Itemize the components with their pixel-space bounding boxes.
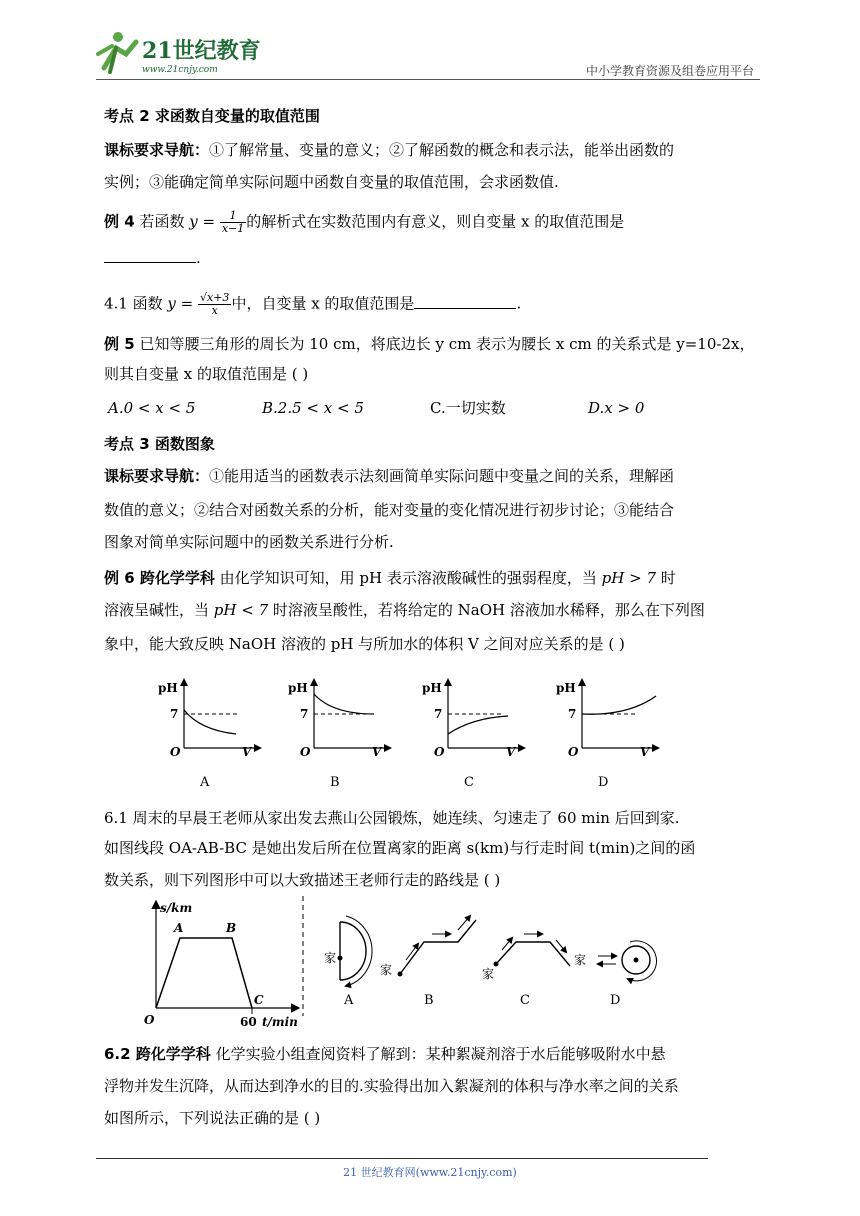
ph-x-arrow <box>384 744 392 752</box>
ex4-den: x−1 <box>221 222 245 235</box>
ex6-text: 溶液呈碱性，当 <box>104 601 214 619</box>
footer-text: 21 世纪教育网(www.21cnjy.com) <box>343 1166 517 1179</box>
route-diagrams <box>310 900 670 1010</box>
question4-1 <box>104 292 521 317</box>
example5-options <box>104 398 704 418</box>
home-label: 家 <box>482 967 495 981</box>
example4 <box>104 210 624 235</box>
example4-answer <box>104 248 201 268</box>
route-segments <box>156 938 252 1008</box>
q41-post: 中，自变量 x 的取值范围是 <box>231 294 415 313</box>
ex5-text: 已知等腰三角形的周长为 10 cm，将底边长 y cm 表示为腰长 x cm 的关系式是 y=10-2x， <box>134 335 755 353</box>
point-b: B <box>226 921 237 935</box>
ex6-text: 由化学知识可知，用 pH 表示溶液酸碱性的强弱程度，当 <box>214 569 602 587</box>
q41-fraction <box>198 292 231 317</box>
ph-curve <box>582 696 656 714</box>
route-d <box>574 941 657 1008</box>
ph-axis-label: pH <box>422 681 442 695</box>
answer-blank[interactable] <box>414 294 516 309</box>
ph-graph-c <box>422 678 526 790</box>
ph-origin: O <box>568 745 579 759</box>
origin-label: O <box>144 1013 155 1027</box>
ph-y-arrow <box>180 678 188 686</box>
route-a <box>324 916 372 1008</box>
req-label: 课标要求导航： <box>104 467 210 485</box>
q41-y: y = <box>167 294 198 313</box>
route-c-label: C <box>520 993 530 1008</box>
q41-den: x <box>211 304 218 317</box>
route-c <box>482 934 570 1008</box>
ex6-cond1: pH > 7 <box>601 569 656 587</box>
option-b[interactable]: B.2.5 < x < 5 <box>262 399 364 417</box>
v-axis-label: V <box>640 745 650 759</box>
question6-2-line2: 浮物并发生沉降，从而达到净水的目的.实验得出加入絮凝剂的体积与净水率之间的关系 <box>104 1077 679 1095</box>
ex4-num: 1 <box>220 210 246 223</box>
ph-graph-label: C <box>464 775 474 790</box>
point-a: A <box>174 921 184 935</box>
ph-origin: O <box>300 745 311 759</box>
example6-line3: 象中，能大致反映 NaOH 溶液的 pH 与所加水的体积 V 之间对应关系的是 ( ) <box>104 635 625 653</box>
ph-origin: O <box>434 745 445 759</box>
ex4-fraction <box>220 210 246 235</box>
site-logo <box>96 28 266 78</box>
t-axis-label: t/min <box>262 1015 298 1029</box>
question6-1-line2: 如图线段 OA-AB-BC 是她出发后所在位置离家的距离 s(km)与行走时间 t(min)之间的函 <box>104 839 696 857</box>
figure-separator <box>300 896 306 1016</box>
q41-end: . <box>516 294 522 313</box>
question6-1-line1: 6.1 周末的早晨王老师从家出发去燕山公园锻炼，她连续、匀速走了 60 min 后回到家. <box>104 809 680 827</box>
ph-ref-value: 7 <box>568 707 577 721</box>
logo-text: 21世纪教育 <box>142 38 261 64</box>
ph-axis-label: pH <box>288 681 308 695</box>
section2-title: 考点 2 求函数自变量的取值范围 <box>104 107 320 125</box>
x-end-label: 60 <box>240 1015 257 1029</box>
example6-line2 <box>104 600 705 620</box>
route-b <box>380 916 476 1008</box>
ph-graph-label: D <box>598 775 609 790</box>
ex4-y: y = <box>189 212 220 231</box>
option-a[interactable]: A.0 < x < 5 <box>108 399 196 417</box>
example5-line1 <box>104 334 754 354</box>
ph-graphs-figure <box>150 672 660 794</box>
ph-graph-b <box>288 678 392 790</box>
ex4-end: . <box>196 249 201 267</box>
ph-ref-value: 7 <box>434 707 443 721</box>
q41-num: √x+3 <box>200 291 230 304</box>
section2-req-line1 <box>104 140 674 160</box>
ex4-pre: 若函数 <box>134 212 190 231</box>
ph-y-arrow <box>444 678 452 686</box>
ex5-label: 例 5 <box>104 335 135 353</box>
section3-req-line3: 图象对简单实际问题中的函数关系进行分析. <box>104 533 394 551</box>
distance-time-graph <box>140 896 310 1032</box>
home-label: 家 <box>574 953 587 967</box>
answer-blank[interactable] <box>104 248 196 263</box>
question6-2-line3: 如图所示，下列说法正确的是 ( ) <box>104 1109 321 1127</box>
option-d[interactable]: D.x > 0 <box>588 399 645 417</box>
ph-graph-a <box>158 678 262 790</box>
ph-y-arrow <box>310 678 318 686</box>
ph-y-arrow <box>578 678 586 686</box>
section2-req-line2: 实例；③能确定简单实际问题中函数自变量的取值范围，会求函数值. <box>104 173 559 191</box>
ph-x-arrow <box>254 744 262 752</box>
ph-graph-label: A <box>200 775 210 790</box>
route-a-label: A <box>344 993 354 1008</box>
ph-origin: O <box>170 745 181 759</box>
ph-graph-label: B <box>330 775 340 790</box>
req-label: 课标要求导航： <box>104 141 210 159</box>
v-axis-label: V <box>242 745 252 759</box>
logo-url: www.21cnjy.com <box>142 65 218 75</box>
section3-req-line1 <box>104 466 674 486</box>
question6-2-line1 <box>104 1044 666 1064</box>
home-label: 家 <box>324 951 337 965</box>
header-right-text: 中小学教育资源及组卷应用平台 <box>585 64 754 78</box>
ph-curve <box>448 716 508 734</box>
ph-graph-d <box>556 678 660 790</box>
ex6-text: 时 <box>656 569 676 587</box>
ex4-label: 例 4 <box>104 212 135 231</box>
option-c[interactable]: C.一切实数 <box>430 399 506 417</box>
ph-axis-label: pH <box>158 681 178 695</box>
q41-pre: 4.1 函数 <box>104 294 168 313</box>
question6-1-line3: 数关系，则下列图形中可以大致描述王老师行走的路线是 ( ) <box>104 871 501 889</box>
section3-title: 考点 3 函数图象 <box>104 435 215 453</box>
runner-icon <box>98 32 136 72</box>
q62-text: 化学实验小组查阅资料了解到：某种絮凝剂溶于水后能够吸附水中悬 <box>210 1045 666 1063</box>
v-axis-label: V <box>372 745 382 759</box>
route-d-label: D <box>610 993 621 1008</box>
header-divider <box>96 79 760 80</box>
ex6-cond2: pH < 7 <box>213 601 269 619</box>
route-b-label: B <box>424 993 434 1008</box>
req-text: ①了解常量、变量的意义；②了解函数的概念和表示法，能举出函数的 <box>209 141 675 159</box>
ph-curve <box>314 694 374 714</box>
ph-ref-value: 7 <box>300 707 309 721</box>
example5-line2: 则其自变量 x 的取值范围是 ( ) <box>104 365 309 383</box>
ph-ref-value: 7 <box>170 707 179 721</box>
ex6-label: 例 6 跨化学学科 <box>104 569 215 587</box>
example6-line1 <box>104 568 676 588</box>
s-axis-label: s/km <box>160 901 193 915</box>
ph-x-arrow <box>652 744 660 752</box>
req-text: ①能用适当的函数表示法刻画简单实际问题中变量之间的关系，理解函 <box>209 467 675 485</box>
home-label: 家 <box>380 963 393 977</box>
q62-label: 6.2 跨化学学科 <box>104 1045 211 1063</box>
ph-axis-label: pH <box>556 681 576 695</box>
ex4-post: 的解析式在实数范围内有意义，则自变量 x 的取值范围是 <box>246 212 625 231</box>
v-axis-label: V <box>506 745 516 759</box>
point-c: C <box>254 993 264 1007</box>
footer-divider <box>96 1158 708 1159</box>
ph-x-arrow <box>518 744 526 752</box>
section3-req-line2: 数值的意义；②结合对函数关系的分析，能对变量的变化情况进行初步讨论；③能结合 <box>104 501 675 519</box>
ex6-text: 时溶液呈酸性，若将给定的 NaOH 溶液加水稀释，那么在下列图 <box>268 601 705 619</box>
